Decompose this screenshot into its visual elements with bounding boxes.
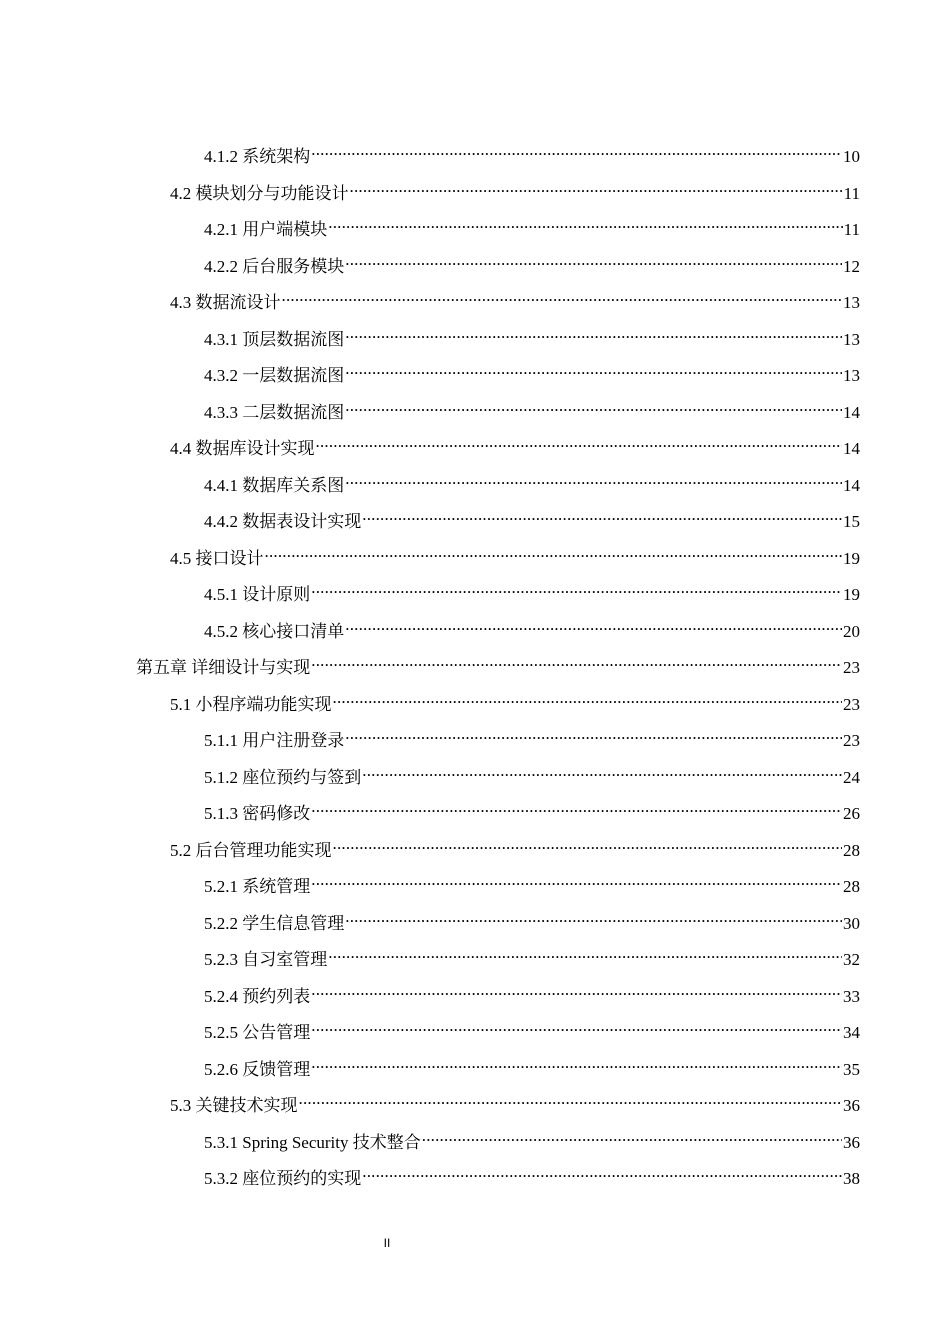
toc-entry-page: 13 [843,366,860,385]
toc-entry[interactable] [0,832,950,869]
toc-entry-page: 19 [843,548,860,568]
toc-entry[interactable] [0,503,950,540]
toc-entry-page: 30 [843,913,860,933]
toc-entry[interactable] [0,576,950,613]
toc-entry[interactable] [0,394,950,431]
toc-entry-title: 4.4.2 数据表设计实现 [204,512,362,531]
toc-entry[interactable] [0,795,950,832]
toc-entry[interactable] [0,686,950,723]
toc-entry-page: 11 [843,183,860,203]
toc-entry-title: 4.2.2 后台服务模块 [204,256,345,276]
toc-dot-leader [333,686,843,710]
toc-dot-leader [311,576,842,600]
toc-entry-title: 5.2.3 自习室管理 [204,950,328,969]
toc-entry[interactable] [0,430,950,467]
toc-entry[interactable] [0,868,950,905]
toc-entry-title: 5.3.1 Spring Security 技术整合 [204,1132,421,1152]
toc-dot-leader [328,211,842,235]
toc-entry-page: 23 [843,731,860,750]
toc-dot-leader [345,613,842,637]
toc-entry[interactable] [0,905,950,942]
toc-entry[interactable] [0,722,950,759]
toc-dot-leader [316,430,843,454]
toc-dot-leader [345,394,842,418]
toc-entry-title: 5.2.4 预约列表 [204,986,311,1006]
toc-entry-page: 14 [843,439,860,458]
toc-entry-page: 19 [843,585,860,604]
toc-entry-page: 38 [843,1169,860,1188]
toc-dot-leader [311,138,842,162]
toc-dot-leader [311,868,842,892]
toc-entry[interactable] [0,613,950,650]
toc-entry-page: 11 [843,220,860,239]
toc-dot-leader [311,649,842,673]
toc-dot-leader [345,467,842,491]
toc-entry[interactable] [0,211,950,248]
toc-dot-leader [345,321,842,345]
toc-entry-title: 4.5.1 设计原则 [204,585,311,604]
toc-entry-title: 4.3 数据流设计 [170,293,281,312]
toc-dot-leader [345,248,842,272]
toc-entry-title: 4.2.1 用户端模块 [204,220,328,239]
toc-entry-page: 12 [843,256,860,276]
toc-entry-page: 24 [843,767,860,787]
toc-entry-title: 4.1.2 系统架构 [204,147,311,166]
toc-entry-page: 36 [843,1096,860,1115]
toc-dot-leader [333,832,843,856]
toc-entry-title: 4.3.2 一层数据流图 [204,366,345,385]
toc-entry[interactable] [0,357,950,394]
toc-entry-page: 14 [843,402,860,422]
toc-entry[interactable] [0,1087,950,1124]
toc-entry-title: 5.1 小程序端功能实现 [170,694,332,714]
toc-dot-leader [345,905,842,929]
toc-entry-title: 4.3.3 二层数据流图 [204,402,345,422]
toc-dot-leader [422,1124,842,1148]
toc-entry-page: 13 [843,293,860,312]
toc-dot-leader [282,284,843,308]
toc-entry-page: 26 [843,804,860,823]
toc-entry-title: 5.2.5 公告管理 [204,1023,311,1042]
toc-entry[interactable] [0,540,950,577]
toc-entry[interactable] [0,284,950,321]
toc-entry-page: 15 [843,512,860,531]
toc-entry[interactable] [0,467,950,504]
toc-dot-leader [311,795,842,819]
toc-entry[interactable] [0,1014,950,1051]
toc-entry-title: 5.2.1 系统管理 [204,877,311,896]
toc-entry-page: 10 [843,147,860,166]
toc-entry-title: 5.2 后台管理功能实现 [170,840,332,860]
toc-entry-page: 23 [843,658,860,677]
toc-dot-leader [362,503,842,527]
toc-entry-page: 20 [843,621,860,641]
toc-entry[interactable] [0,978,950,1015]
toc-dot-leader [362,1160,842,1184]
toc-entry-title: 4.4.1 数据库关系图 [204,475,345,495]
toc-entry[interactable] [0,175,950,212]
toc-dot-leader [362,759,842,783]
toc-entry-title: 5.1.3 密码修改 [204,804,311,823]
toc-entry[interactable] [0,1124,950,1161]
toc-entry-title: 5.3.2 座位预约的实现 [204,1169,362,1188]
toc-entry[interactable] [0,759,950,796]
toc-entry-page: 14 [843,475,860,495]
toc-entry[interactable] [0,248,950,285]
toc-entry-page: 35 [843,1059,860,1079]
toc-entry[interactable] [0,321,950,358]
toc-dot-leader [311,978,842,1002]
toc-entry-page: 34 [843,1023,860,1042]
toc-entry-title: 4.3.1 顶层数据流图 [204,329,345,349]
toc-dot-leader [311,1051,842,1075]
toc-dot-leader [345,722,842,746]
toc-entry-page: 33 [843,986,860,1006]
toc-entry-title: 5.2.2 学生信息管理 [204,913,345,933]
toc-dot-leader [299,1087,843,1111]
toc-entry-page: 28 [843,840,860,860]
toc-entry-title: 4.5.2 核心接口清单 [204,621,345,641]
toc-entry-title: 5.2.6 反馈管理 [204,1059,311,1079]
toc-entry-title: 4.5 接口设计 [170,548,264,568]
toc-entry-title: 4.2 模块划分与功能设计 [170,183,349,203]
toc-dot-leader [350,175,843,199]
toc-dot-leader [345,357,842,381]
page-number: II [383,1236,391,1250]
toc-entry[interactable] [0,1051,950,1088]
toc-dot-leader [311,1014,842,1038]
toc-entry-page: 28 [843,877,860,896]
toc-entry-title: 第五章 详细设计与实现 [136,658,311,677]
toc-dot-leader [265,540,843,564]
toc-entry-title: 4.4 数据库设计实现 [170,439,315,458]
toc-entry-title: 5.1.2 座位预约与签到 [204,767,362,787]
toc-entry[interactable] [0,138,950,175]
toc-dot-leader [328,941,842,965]
toc-entry[interactable] [0,941,950,978]
toc-entry-page: 13 [843,329,860,349]
toc-entry-title: 5.1.1 用户注册登录 [204,731,345,750]
toc-entry-title: 5.3 关键技术实现 [170,1096,298,1115]
table-of-contents [0,138,950,1197]
toc-entry-page: 32 [843,950,860,969]
toc-entry-page: 36 [843,1132,860,1152]
toc-entry[interactable] [0,1160,950,1197]
toc-entry-page: 23 [843,694,860,714]
toc-entry[interactable] [0,649,950,686]
